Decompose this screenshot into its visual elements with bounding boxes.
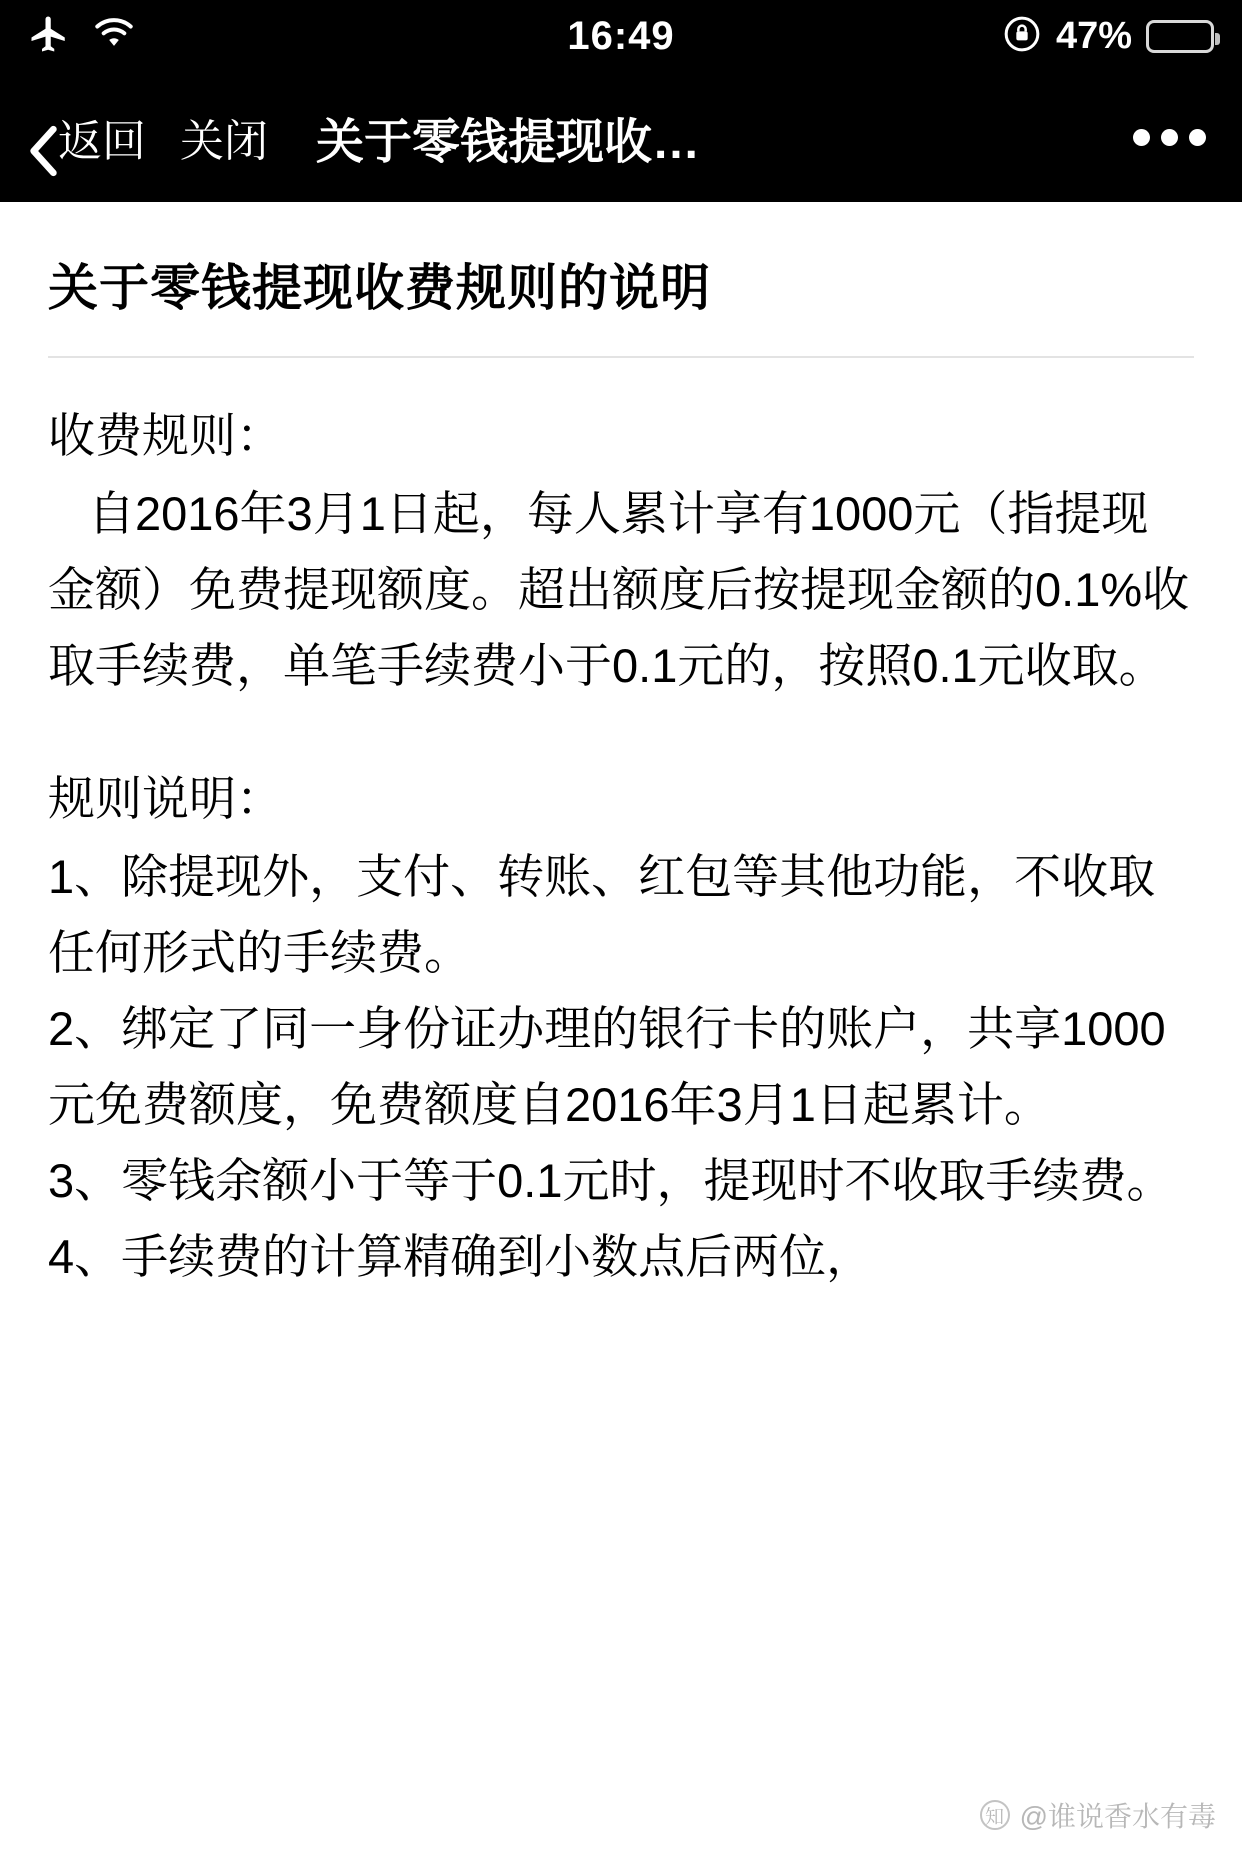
list-item: 2、绑定了同一身份证办理的银行卡的账户，共享1000元免费额度，免费额度自2016年3月1日起累计。 <box>48 1001 1166 1131</box>
navigation-bar <box>0 72 1242 202</box>
status-bar-clock: 16:49 <box>567 13 675 58</box>
rules-body: 自2016年3月1日起，每人累计享有1000元（指提现金额）免费提现额度。超出额度后按提现金额的0.1%收取手续费，单笔手续费小于0.1元的，按照0.1元收取。 <box>48 487 1190 693</box>
status-bar-right <box>1002 14 1214 59</box>
section-gap <box>48 705 1194 761</box>
watermark <box>980 1795 1216 1835</box>
watermark-logo-icon: 知 <box>980 1800 1010 1830</box>
article-title: 关于零钱提现收费规则的说明 <box>48 260 711 316</box>
battery-percent-label: 47% <box>1055 14 1132 57</box>
more-dots-icon[interactable] <box>1133 129 1212 146</box>
chevron-left-icon <box>26 124 52 150</box>
title-divider <box>48 356 1194 358</box>
rules-heading: 收费规则： <box>48 409 283 462</box>
article-content <box>0 202 1242 1295</box>
battery-icon <box>1146 20 1214 53</box>
rotation-lock-icon <box>1002 14 1042 59</box>
explanation-heading: 规则说明： <box>48 771 283 825</box>
list-item: 1、除提现外，支付、转账、红包等其他功能，不收取任何形式的手续费。 <box>48 849 1156 979</box>
back-button-label: 返回 <box>58 117 146 166</box>
page-title: 关于零钱提现收… <box>316 115 701 169</box>
list-item: 4、手续费的计算精确到小数点后两位， <box>48 1230 874 1284</box>
watermark-label: @谁说香水有毒 <box>1019 1801 1216 1832</box>
status-bar <box>0 0 1242 72</box>
close-button[interactable]: 关闭 <box>180 117 268 166</box>
back-button[interactable] <box>26 105 146 169</box>
list-item: 3、零钱余额小于等于0.1元时，提现时不收取手续费。 <box>48 1154 1174 1208</box>
